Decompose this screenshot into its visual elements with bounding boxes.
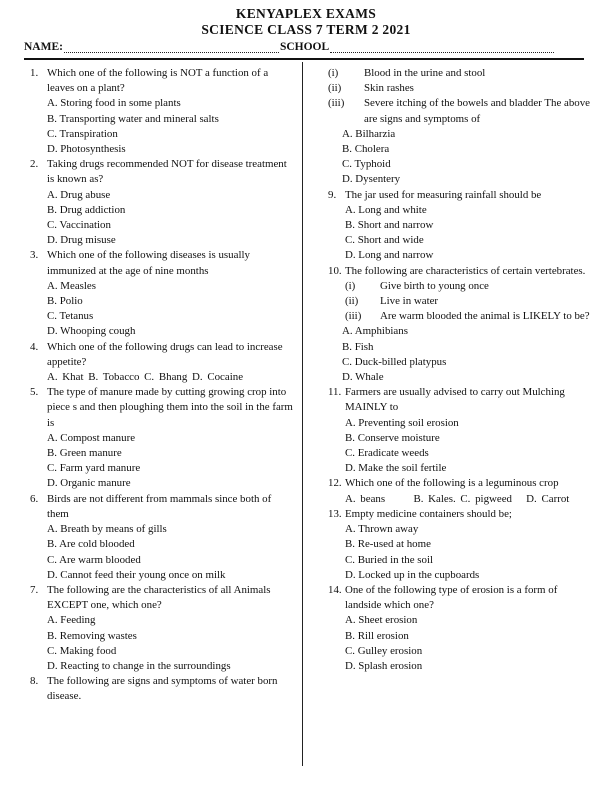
question-number: 11. xyxy=(328,386,342,399)
option: D. Drug misuse xyxy=(47,234,116,247)
question-text: Which one of the following diseases is usually immunized at the age of nine months xyxy=(47,249,250,277)
question-12 xyxy=(328,476,590,491)
question-number: 3. xyxy=(30,249,39,262)
exam-subtitle: SCIENCE CLASS 7 TERM 2 2021 xyxy=(201,22,411,37)
question-7 xyxy=(30,583,294,613)
option: B. Cholera xyxy=(342,143,390,156)
option: B. Drug addiction xyxy=(47,203,126,216)
question-text: The following are signs and symptoms of water born disease. xyxy=(47,675,278,703)
question-text: Which one of the following is a leguminous crop xyxy=(345,477,559,490)
option: B. Fish xyxy=(342,340,374,353)
option: D. Dysentery xyxy=(342,173,401,186)
option: B. Re-used at home xyxy=(345,538,431,551)
school-field[interactable] xyxy=(330,41,554,53)
question-number: 10. xyxy=(328,264,342,277)
option: D. Long and narrow xyxy=(345,249,434,262)
question-number: 4. xyxy=(30,340,39,353)
option: C. Gulley erosion xyxy=(345,644,423,657)
option: A. Thrown away xyxy=(345,523,419,536)
option: A. Sheet erosion xyxy=(345,614,418,627)
question-4 xyxy=(30,340,294,370)
option: D. Splash erosion xyxy=(345,659,423,672)
roman-text: Live in water xyxy=(380,295,439,308)
right-column xyxy=(328,66,590,674)
exam-title: KENYAPLEX EXAMS xyxy=(235,6,377,21)
question-text: Birds are not different from mammals since both of them xyxy=(47,492,272,520)
roman-numeral: (ii) xyxy=(345,295,359,308)
question-3 xyxy=(30,248,294,278)
option: C. Farm yard manure xyxy=(47,462,141,475)
option: D. Photosynthesis xyxy=(47,143,126,156)
option: C. Are warm blooded xyxy=(47,553,141,566)
question-number: 12. xyxy=(328,477,342,490)
option: D. Cannot feed their young once on milk xyxy=(47,568,226,581)
name-school-row xyxy=(24,41,584,53)
question-text: Which one of the following drugs can lead to increase appetite? xyxy=(47,340,283,368)
option: C. Making food xyxy=(47,644,117,657)
question-text: The type of manure made by cutting growing crop into piece s and then ploughing them into the soil in the farm is xyxy=(47,386,293,429)
roman-text: Give birth to young once xyxy=(380,279,489,292)
roman-text: Are warm blooded the animal is LIKELY to be? xyxy=(380,310,590,323)
option: A. Amphibians xyxy=(342,325,408,338)
option: B. Conserve moisture xyxy=(345,431,440,444)
roman-numeral: (ii) xyxy=(328,82,342,95)
question-number: 5. xyxy=(30,386,39,399)
roman-item xyxy=(328,294,590,309)
question-6 xyxy=(30,492,294,522)
column-divider xyxy=(302,62,303,766)
question-14 xyxy=(328,583,590,613)
roman-text: Blood in the urine and stool xyxy=(364,67,486,79)
option: D. Organic manure xyxy=(47,477,131,490)
option: C. Short and wide xyxy=(345,234,424,247)
question-number: 13. xyxy=(328,507,342,520)
question-number: 9. xyxy=(328,188,337,201)
header-rule xyxy=(24,58,584,60)
option: B. Rill erosion xyxy=(345,629,409,642)
option: A. Compost manure xyxy=(47,431,136,444)
roman-numeral: (i) xyxy=(328,67,339,79)
option: A. Measles xyxy=(47,279,96,292)
option: D. Reacting to change in the surroundings xyxy=(47,659,231,672)
option: A. Breath by means of gills xyxy=(47,523,167,536)
option: B. Removing wastes xyxy=(47,629,137,642)
question-text: Which one of the following is NOT a function of a leaves on a plant? xyxy=(47,67,269,95)
question-2 xyxy=(30,157,294,187)
option: B. Transporting water and mineral salts xyxy=(47,112,219,125)
question-5 xyxy=(30,385,294,431)
question-text: Taking drugs recommended NOT for disease treatment is known as? xyxy=(47,158,287,186)
option: A. Long and white xyxy=(345,203,427,216)
option: C. Buried in the soil xyxy=(345,553,434,566)
option: B. Green manure xyxy=(47,447,122,460)
option: B. Short and narrow xyxy=(345,219,434,232)
question-text: Empty medicine containers should be; xyxy=(345,507,512,520)
left-column xyxy=(30,66,294,705)
question-text: The following are the characteristics of all Animals EXCEPT one, which one? xyxy=(47,583,271,612)
option: A. Drug abuse xyxy=(47,188,111,201)
question-text: The jar used for measuring rainfall should be xyxy=(345,188,542,201)
roman-numeral: (i) xyxy=(345,279,356,292)
roman-item xyxy=(328,66,590,81)
option: C. Duck-billed platypus xyxy=(342,355,447,368)
question-8 xyxy=(30,674,294,704)
option: A. Feeding xyxy=(47,614,96,627)
option: D. Whale xyxy=(342,371,384,384)
roman-item xyxy=(328,279,590,294)
question-9 xyxy=(328,188,590,203)
question-number: 8. xyxy=(30,675,39,688)
option: C. Vaccination xyxy=(47,219,111,232)
option: D. Locked up in the cupboards xyxy=(345,568,480,581)
option: C. Transpiration xyxy=(47,127,118,140)
option: C. Typhoid xyxy=(342,158,391,171)
question-number: 1. xyxy=(30,67,39,79)
name-label: NAME: xyxy=(24,41,63,53)
roman-item xyxy=(328,96,590,126)
option-row: A. Khat B. Tobacco C. Bhang D. Cocaine xyxy=(47,371,244,384)
school-label: SCHOOL xyxy=(279,41,330,53)
question-number: 2. xyxy=(30,158,39,171)
option: B. Are cold blooded xyxy=(47,538,135,551)
question-1 xyxy=(30,66,294,96)
question-13 xyxy=(328,507,590,522)
option: C. Eradicate weeds xyxy=(345,447,429,460)
question-11 xyxy=(328,385,590,415)
option: A. Storing food in some plants xyxy=(47,97,181,110)
question-text: One of the following type of erosion is a form of landside which one? xyxy=(345,583,558,612)
roman-numeral: (iii) xyxy=(345,310,362,323)
question-number: 6. xyxy=(30,492,39,505)
question-text: Farmers are usually advised to carry out Mulching MAINLY to xyxy=(345,386,565,414)
question-number: 14. xyxy=(328,583,342,596)
roman-text: Severe itching of the bowels and bladder The above are signs and symptoms of xyxy=(364,97,591,125)
option: B. Polio xyxy=(47,295,83,308)
option: C. Tetanus xyxy=(47,310,94,323)
option: A. Preventing soil erosion xyxy=(345,416,459,429)
question-text: The following are characteristics of certain vertebrates. xyxy=(345,264,586,277)
option: D. Make the soil fertile xyxy=(345,462,447,475)
option: A. Bilharzia xyxy=(342,127,396,140)
roman-numeral: (iii) xyxy=(328,97,345,110)
roman-item xyxy=(328,81,590,96)
name-field[interactable] xyxy=(64,41,279,53)
option: D. Whooping cough xyxy=(47,325,136,338)
question-number: 7. xyxy=(30,583,39,596)
question-10 xyxy=(328,264,590,279)
roman-text: Skin rashes xyxy=(364,82,414,95)
option-row: A. beans B. Kales. C. pigweed D. Carrot xyxy=(345,492,570,505)
roman-item xyxy=(328,309,590,324)
